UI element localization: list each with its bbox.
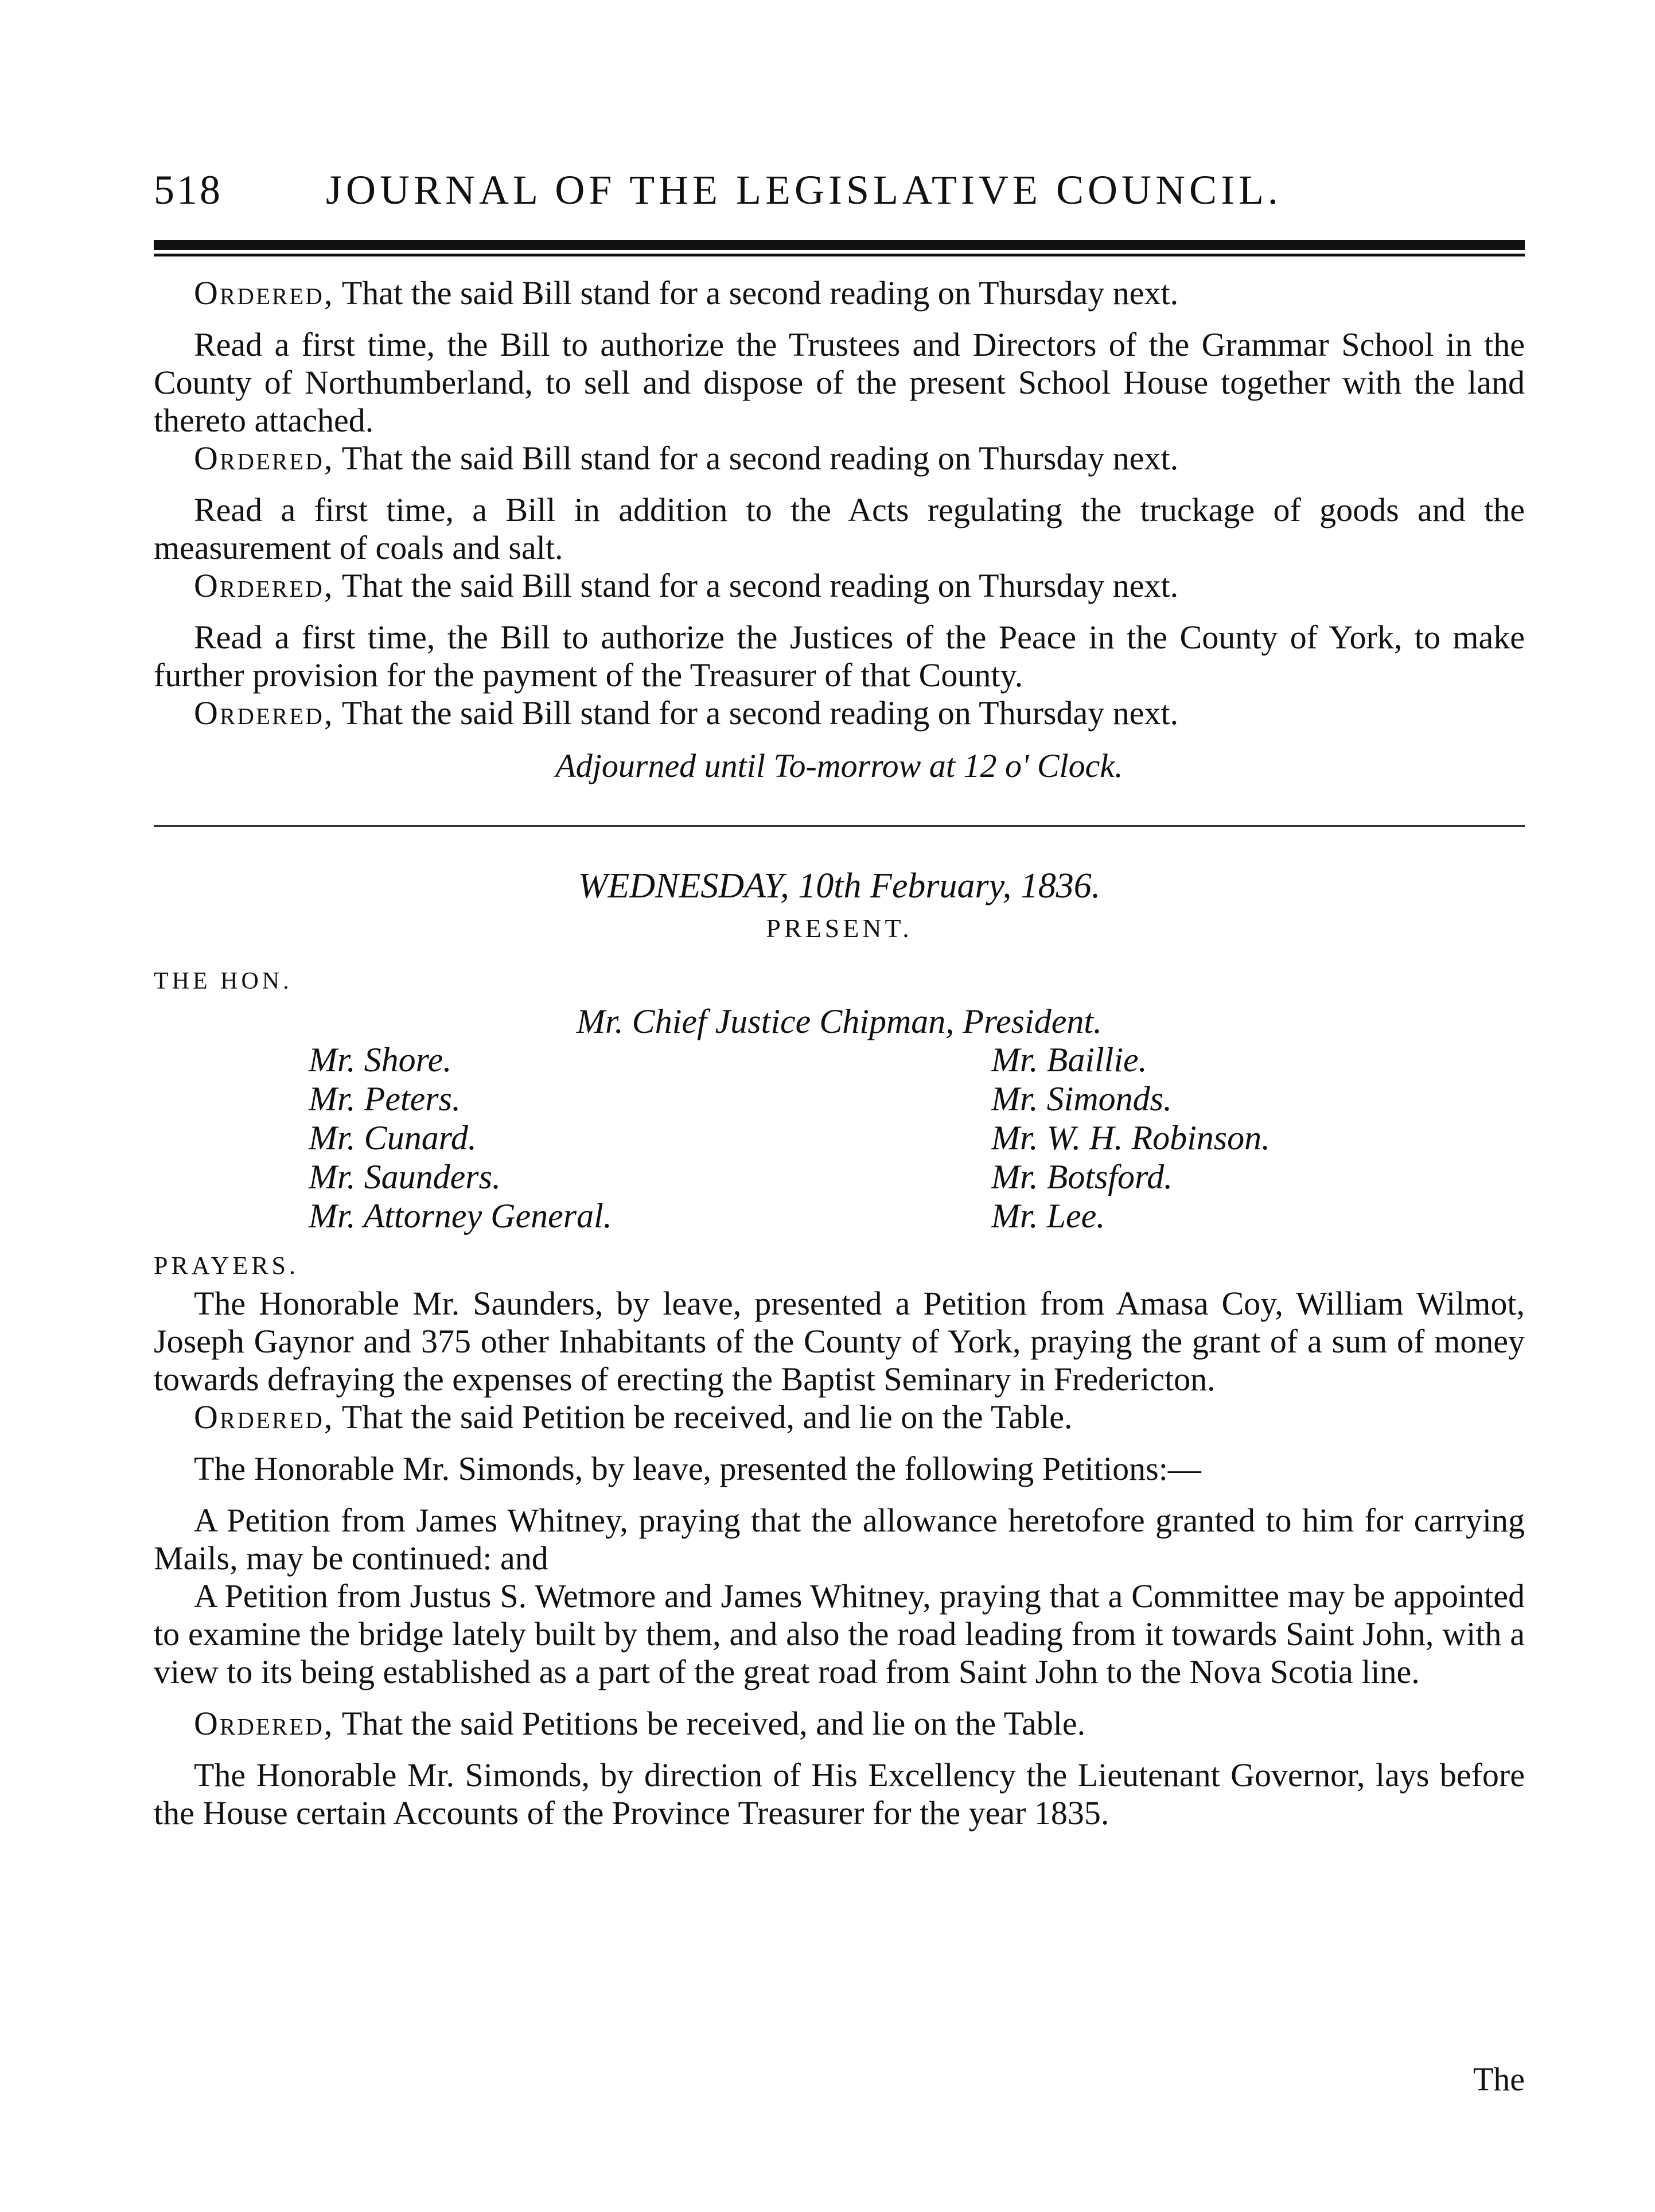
catchword: The <box>1473 2061 1525 2098</box>
petitions-intro-simonds: The Honorable Mr. Simonds, by leave, presented the following Petitions:— <box>194 1450 1201 1487</box>
ordered-paragraph-2 <box>154 440 1525 477</box>
ordered-label: Ordered, <box>194 1705 334 1742</box>
ordered-paragraph-5 <box>154 1398 1525 1436</box>
page-body <box>154 274 1525 1832</box>
ordered-paragraph-6 <box>154 1705 1525 1743</box>
members-list <box>154 1040 1525 1235</box>
members-right-column <box>991 1040 1270 1235</box>
ordered-paragraph-1 <box>154 274 1525 312</box>
reading-paragraph-justices: Read a first time, the Bill to authorize the Justices of the Peace in the County of York, to make further provision for the payment of the Treasurer of that County. <box>154 619 1525 694</box>
ordered-label: Ordered, <box>194 694 334 732</box>
header-rule-thin <box>154 254 1525 256</box>
member-name: Mr. Attorney General. <box>309 1197 612 1235</box>
accounts-paragraph: The Honorable Mr. Simonds, by direction of His Excellency the Lieutenant Governor, lays before the House certain Accounts of the Province Treasurer for the year 1835. <box>154 1756 1525 1832</box>
ordered-text: That the said Bill stand for a second reading on Thursday next. <box>334 440 1179 477</box>
ordered-label: Ordered, <box>194 440 334 477</box>
ordered-text: That the said Bill stand for a second reading on Thursday next. <box>334 567 1179 604</box>
page-header <box>154 166 1525 230</box>
ordered-paragraph-4 <box>154 694 1525 732</box>
ordered-text: That the said Petition be received, and lie on the Table. <box>334 1398 1073 1436</box>
ordered-paragraph-3 <box>154 567 1525 605</box>
member-name: Mr. Cunard. <box>309 1119 477 1157</box>
petition-whitney: A Petition from James Whitney, praying that the allowance heretofore granted to him for carrying Mails, may be continued: and <box>154 1502 1525 1577</box>
member-name: Mr. Lee. <box>991 1197 1105 1235</box>
reading-paragraph-truckage: Read a first time, a Bill in addition to the Acts regulating the truckage of goods and the measurement of coals and salt. <box>154 491 1525 566</box>
petition-paragraph-saunders: The Honorable Mr. Saunders, by leave, presented a Petition from Amasa Coy, William Wilmot, Joseph Gaynor and 375 other Inhabitants of the County of York, praying the grant of a sum of money towards defraying the expenses of erecting the Baptist Seminary in Fredericton. <box>154 1285 1525 1398</box>
day-heading: WEDNESDAY, 10th February, 1836. <box>578 866 1101 905</box>
header-rule-thick <box>154 240 1525 250</box>
member-name: Mr. Saunders. <box>309 1158 501 1196</box>
ordered-text: That the said Petitions be received, and lie on the Table. <box>334 1705 1086 1742</box>
member-name: Mr. W. H. Robinson. <box>991 1119 1271 1157</box>
section-divider <box>154 825 1525 827</box>
prayers-label: PRAYERS. <box>154 1251 299 1280</box>
member-name: Mr. Peters. <box>309 1080 461 1118</box>
ordered-text: That the said Bill stand for a second reading on Thursday next. <box>334 274 1179 312</box>
petition-wetmore-whitney: A Petition from Justus S. Wetmore and James Whitney, praying that a Committee may be appointed to examine the bridge lately built by them, and also the road leading from it towards Saint John, with a view to its being established as a part of the great road from Saint John to the Nova Scotia line. <box>154 1577 1525 1690</box>
present-label: PRESENT. <box>766 913 913 943</box>
journal-page <box>154 0 1525 2212</box>
ordered-text: That the said Bill stand for a second reading on Thursday next. <box>334 694 1179 732</box>
adjournment-line: Adjourned until To-morrow at 12 o' Clock. <box>555 747 1123 784</box>
ordered-label: Ordered, <box>194 274 334 312</box>
running-title: JOURNAL OF THE LEGISLATIVE COUNCIL. <box>326 167 1282 213</box>
ordered-label: Ordered, <box>194 1398 334 1436</box>
reading-paragraph-grammar-school: Read a first time, the Bill to authorize the Trustees and Directors of the Grammar School in the County of Northumberland, to sell and dispose of the present School House together with the land thereto attached. <box>154 326 1525 439</box>
member-name: Mr. Shore. <box>309 1041 452 1079</box>
members-left-column <box>309 1040 612 1235</box>
member-name: Mr. Baillie. <box>991 1041 1147 1079</box>
hon-label: THE HON. <box>154 968 293 994</box>
ordered-label: Ordered, <box>194 567 334 604</box>
member-name: Mr. Botsford. <box>991 1158 1173 1196</box>
member-name: Mr. Simonds. <box>991 1080 1173 1118</box>
president-line: Mr. Chief Justice Chipman, President. <box>577 1002 1102 1040</box>
page-number: 518 <box>154 167 223 213</box>
